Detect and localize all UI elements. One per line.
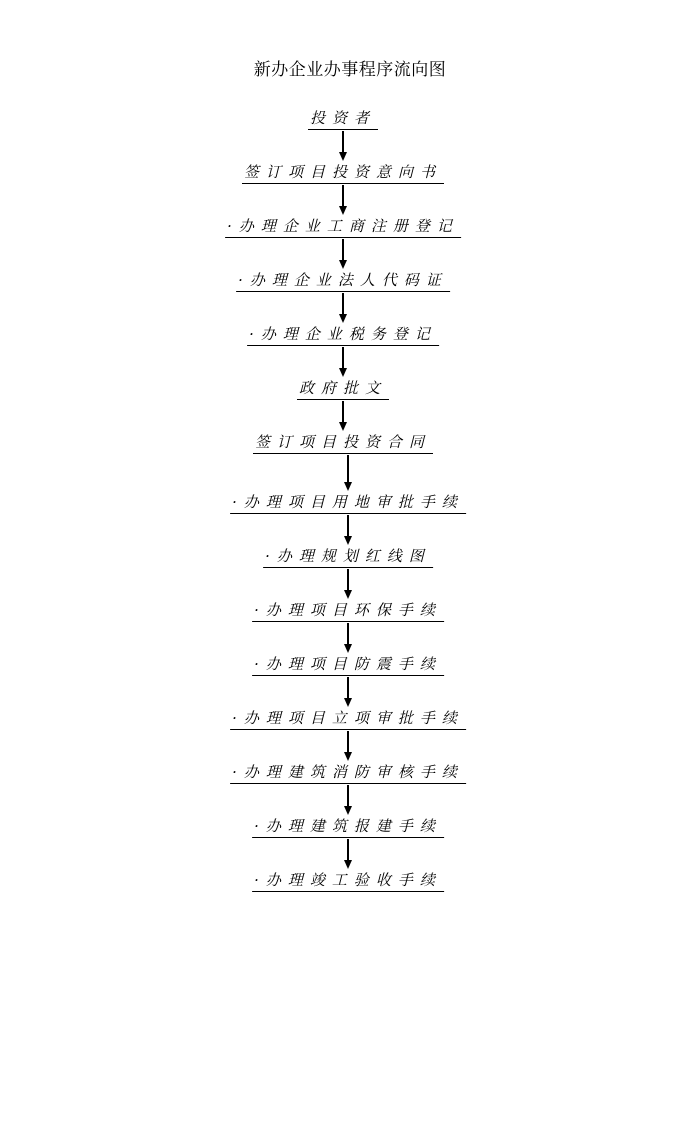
flow-arrow-10 — [347, 623, 348, 645]
page-title: 新办企业办事程序流向图 — [253, 60, 447, 80]
flow-arrow-4 — [342, 293, 343, 315]
flow-step-15: ·办理竣工验收手续 — [252, 871, 444, 892]
flow-step-1: 投资者 — [308, 109, 378, 130]
arrow-down-icon — [339, 422, 347, 431]
flow-arrow-3 — [342, 239, 343, 261]
flow-step-9: ·办理规划红线图 — [263, 547, 433, 568]
arrow-down-icon — [344, 860, 352, 869]
flow-step-2: 签订项目投资意向书 — [242, 163, 444, 184]
arrow-down-icon — [344, 752, 352, 761]
flow-arrow-9 — [347, 569, 348, 591]
flow-step-3: ·办理企业工商注册登记 — [225, 217, 461, 238]
flow-step-7: 签订项目投资合同 — [253, 433, 433, 454]
flow-step-13: ·办理建筑消防审核手续 — [230, 763, 466, 784]
flow-arrow-12 — [347, 731, 348, 753]
arrow-down-icon — [339, 314, 347, 323]
arrow-down-icon — [339, 152, 347, 161]
arrow-down-icon — [344, 698, 352, 707]
flow-step-5: ·办理企业税务登记 — [247, 325, 439, 346]
flow-arrow-11 — [347, 677, 348, 699]
arrow-down-icon — [339, 260, 347, 269]
arrow-down-icon — [339, 368, 347, 377]
flow-step-11: ·办理项目防震手续 — [252, 655, 444, 676]
flow-arrow-5 — [342, 347, 343, 369]
flow-step-4: ·办理企业法人代码证 — [236, 271, 450, 292]
flow-step-14: ·办理建筑报建手续 — [252, 817, 444, 838]
flow-arrow-13 — [347, 785, 348, 807]
flow-step-12: ·办理项目立项审批手续 — [230, 709, 466, 730]
flow-arrow-8 — [347, 515, 348, 537]
flow-arrow-2 — [342, 185, 343, 207]
flow-step-10: ·办理项目环保手续 — [252, 601, 444, 622]
arrow-down-icon — [344, 644, 352, 653]
arrow-down-icon — [344, 536, 352, 545]
flow-step-8: ·办理项目用地审批手续 — [230, 493, 466, 514]
flow-step-6: 政府批文 — [297, 379, 389, 400]
arrow-down-icon — [344, 806, 352, 815]
arrow-down-icon — [344, 482, 352, 491]
flow-arrow-1 — [342, 131, 343, 153]
flow-arrow-6 — [342, 401, 343, 423]
arrow-down-icon — [344, 590, 352, 599]
arrow-down-icon — [339, 206, 347, 215]
flow-arrow-14 — [347, 839, 348, 861]
flow-arrow-7 — [347, 455, 348, 483]
